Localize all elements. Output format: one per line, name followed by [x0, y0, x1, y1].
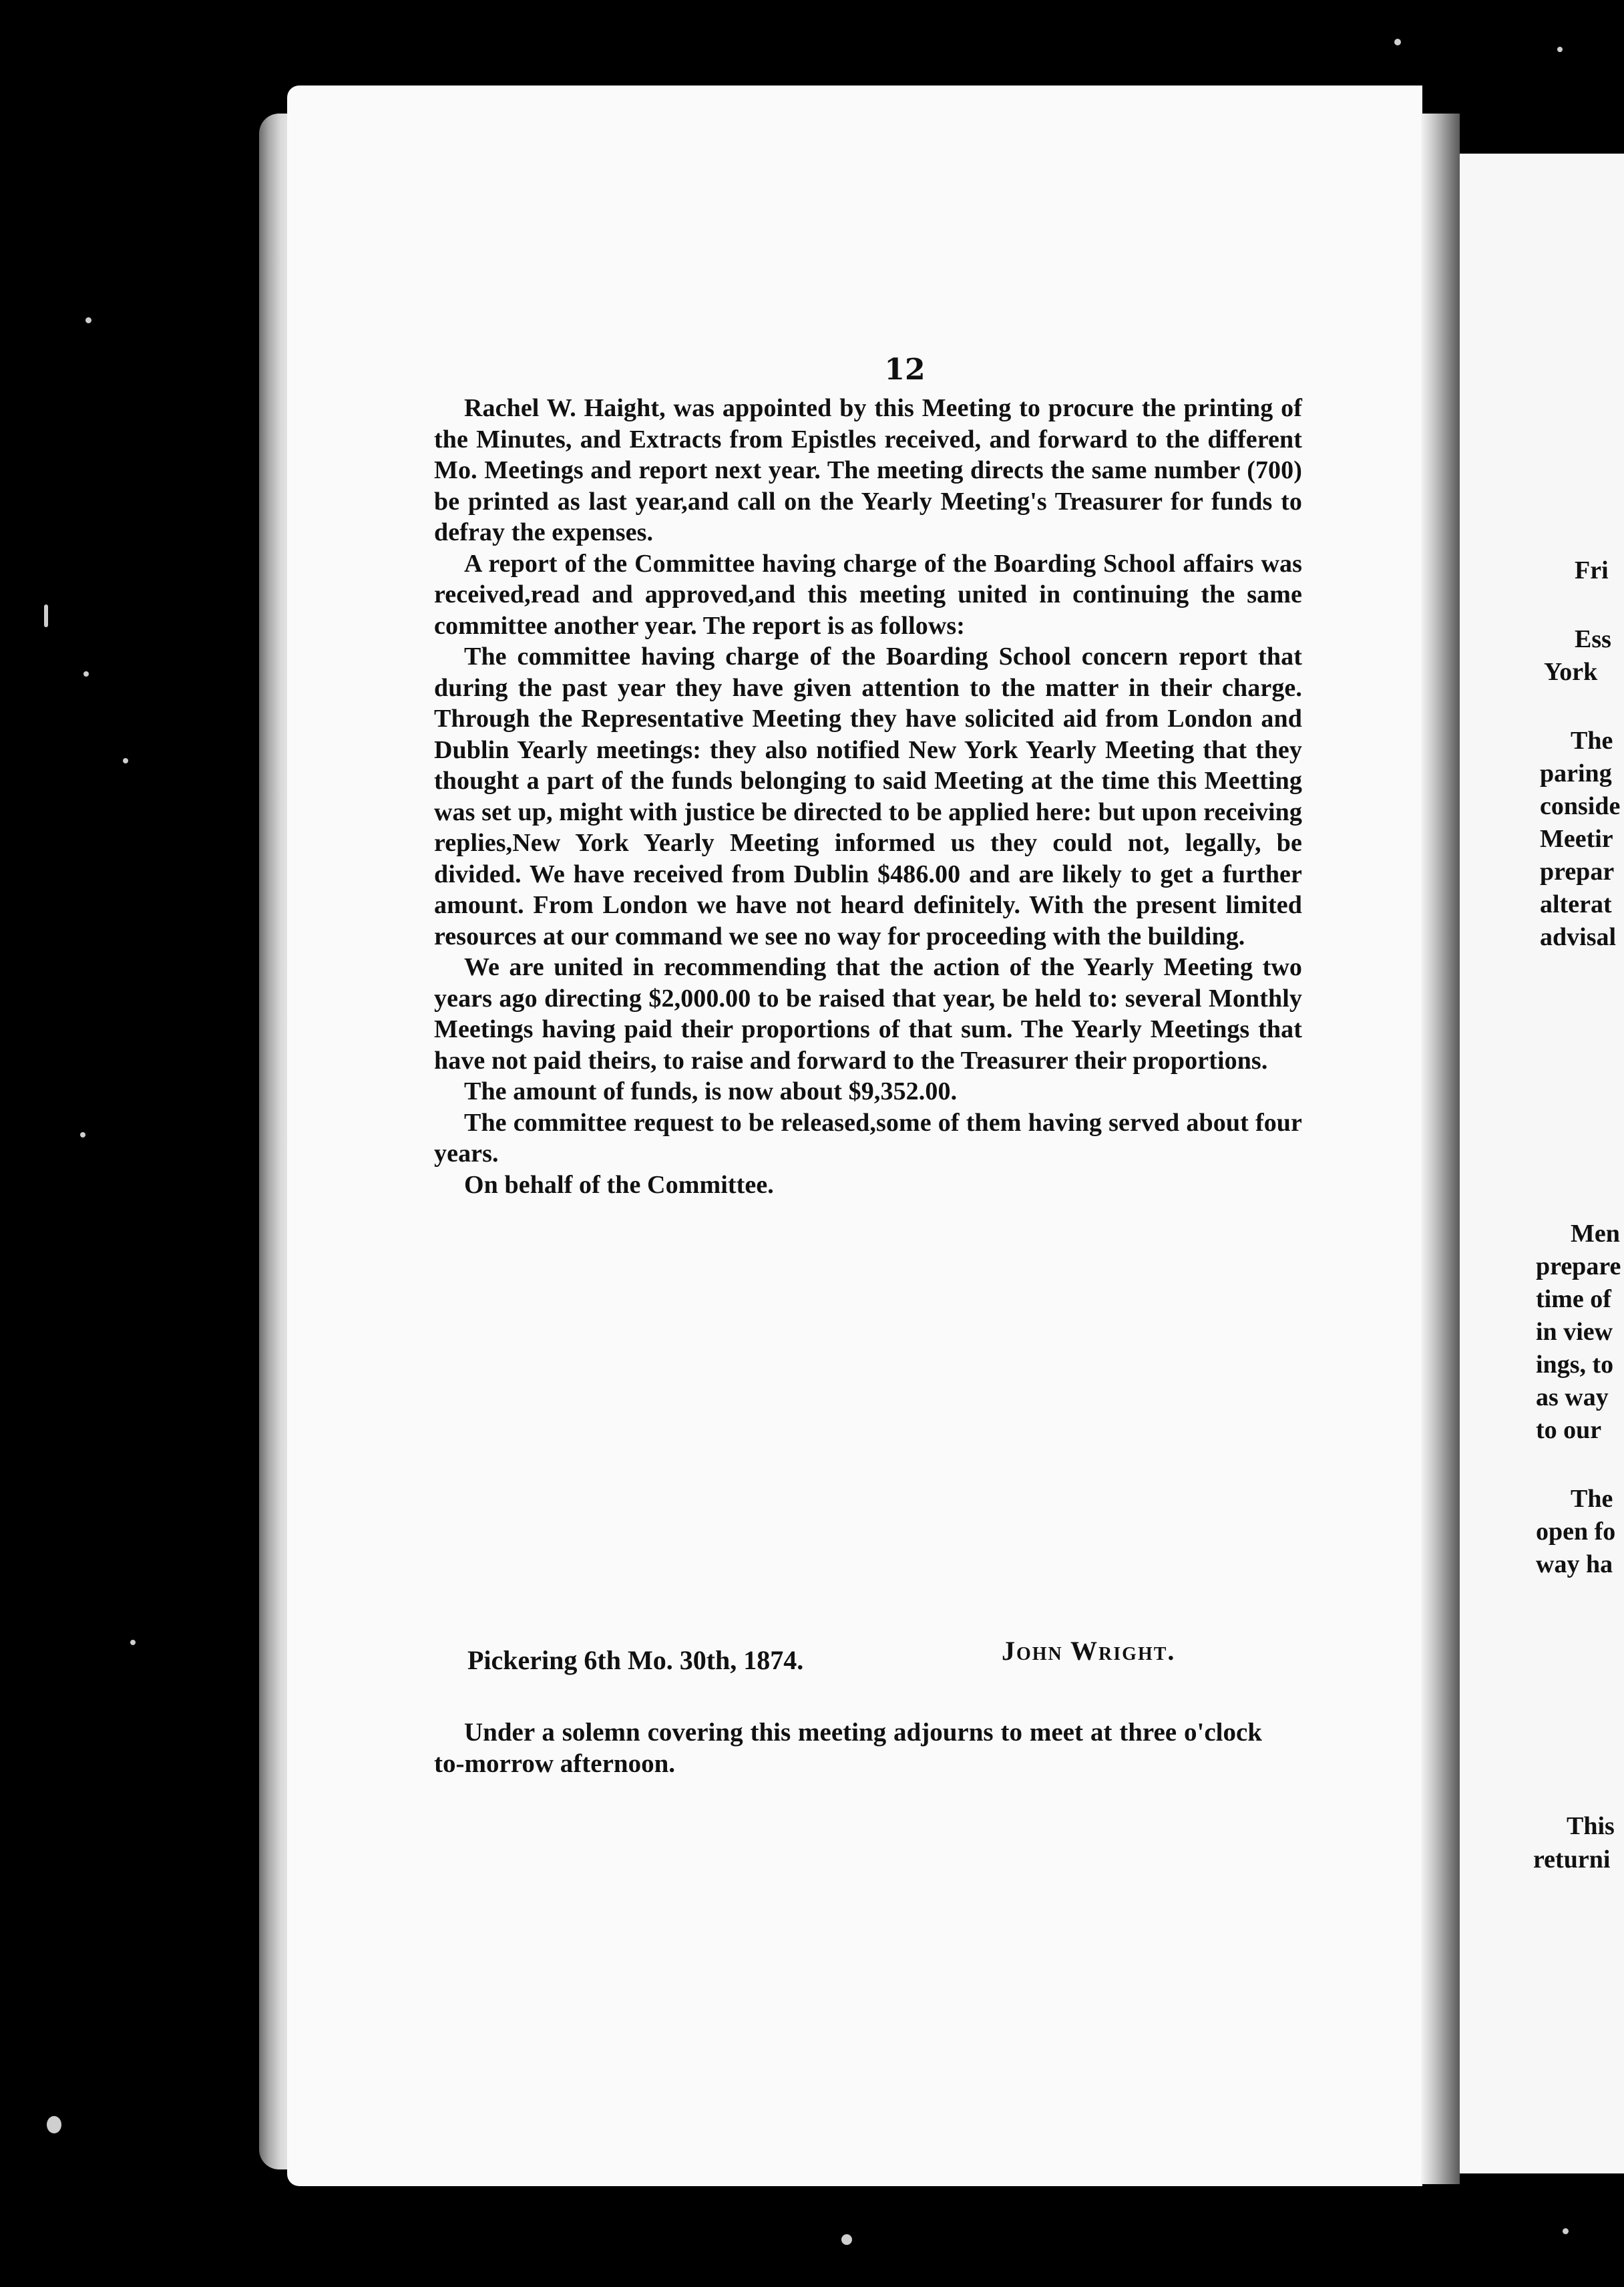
speck	[130, 1640, 136, 1645]
speck	[85, 317, 91, 323]
facing-fragment: paring	[1540, 759, 1612, 787]
facing-fragment: returni	[1533, 1845, 1611, 1874]
facing-fragment: in view	[1536, 1318, 1613, 1346]
signoff-name: John Wright.	[1002, 1636, 1176, 1666]
speck	[123, 758, 128, 763]
paragraph: Rachel W. Haight, was appointed by this Meeting to procure the printing of the Minutes, and Extracts from Epistles received, and forward to the different Mo. Meetings and report next year. The meeting directs the same number (700) be printed as last year,and call on the Yearly Meeting's Treasurer for funds to defray the expenses.	[434, 394, 1302, 546]
facing-fragment: prepar	[1540, 858, 1615, 886]
facing-fragment: The	[1571, 1485, 1613, 1513]
facing-fragment: time of	[1536, 1285, 1611, 1313]
page-number: 12	[884, 353, 926, 387]
facing-fragment: York	[1544, 658, 1598, 686]
speck	[44, 604, 48, 627]
facing-fragment: This	[1567, 1812, 1615, 1840]
facing-fragment: Meetir	[1540, 825, 1613, 853]
facing-fragment: open fo	[1536, 1518, 1616, 1546]
facing-fragment: alterat	[1540, 890, 1612, 918]
facing-fragment: way ha	[1536, 1550, 1613, 1578]
paragraph: We are united in recommending that the action of the Yearly Meeting two years ago directing $2,000.00 to be raised that year, be held to: several Monthly Meetings having paid their proportions of that sum. The Yearly Meetings that have not paid theirs, to raise and forward to the Treasurer their proportions.	[434, 953, 1302, 1075]
paragraph: On behalf of the Committee.	[464, 1170, 774, 1199]
facing-fragment: as way	[1536, 1383, 1609, 1411]
facing-fragment: The	[1571, 727, 1613, 755]
speck	[80, 1132, 85, 1137]
speck	[841, 2234, 852, 2245]
speck	[1563, 2228, 1569, 2234]
facing-fragment: Ess	[1575, 625, 1611, 653]
signoff-place-date: Pickering 6th Mo. 30th, 1874.	[467, 1645, 804, 1675]
body-text	[434, 393, 1302, 1200]
facing-fragment: ings, to	[1536, 1351, 1614, 1379]
facing-fragment: Fri	[1575, 556, 1609, 584]
signoff	[467, 1635, 1269, 1675]
paragraph: The committee request to be released,some of them having served about four years.	[434, 1108, 1302, 1168]
facing-fragment: advisal	[1540, 923, 1617, 951]
book-gutter	[1421, 114, 1460, 2184]
facing-fragment: prepare	[1536, 1252, 1621, 1280]
speck	[1557, 47, 1563, 52]
facing-fragment: conside	[1540, 792, 1621, 820]
paragraph: The committee having charge of the Boarding School concern report that during the past year they have given attention to the matter in their charge. Through the Representative Meeting they have solicited aid from London and Dublin Yearly meetings: they also notified New York Yearly Meeting that they thought a part of the funds belonging to said Meeting at the time this Meetting was set up, might with justice be directed to be applied here: but upon receiving replies,New York Yearly Meeting informed us they could not, legally, be divided. We have received from Dublin $486.00 and are likely to get a further amount. From London we have not heard definitely. With the present limited resources at our command we see no way for proceeding with the building.	[434, 643, 1302, 950]
speck	[47, 2116, 61, 2133]
paragraph: The amount of funds, is now about $9,352.00.	[464, 1077, 958, 1105]
speck	[83, 671, 89, 677]
facing-fragment: to our	[1536, 1416, 1602, 1444]
facing-fragment: Men	[1571, 1220, 1620, 1248]
closing-minute: Under a solemn covering this meeting adjourns to meet at three o'clock to-morrow afternoon.	[434, 1718, 1262, 1778]
speck	[1394, 39, 1401, 45]
paragraph: A report of the Committee having charge of the Boarding School affairs was received,read and approved,and this meeting united in continuing the same committee another year. The report is as follows:	[434, 549, 1302, 640]
